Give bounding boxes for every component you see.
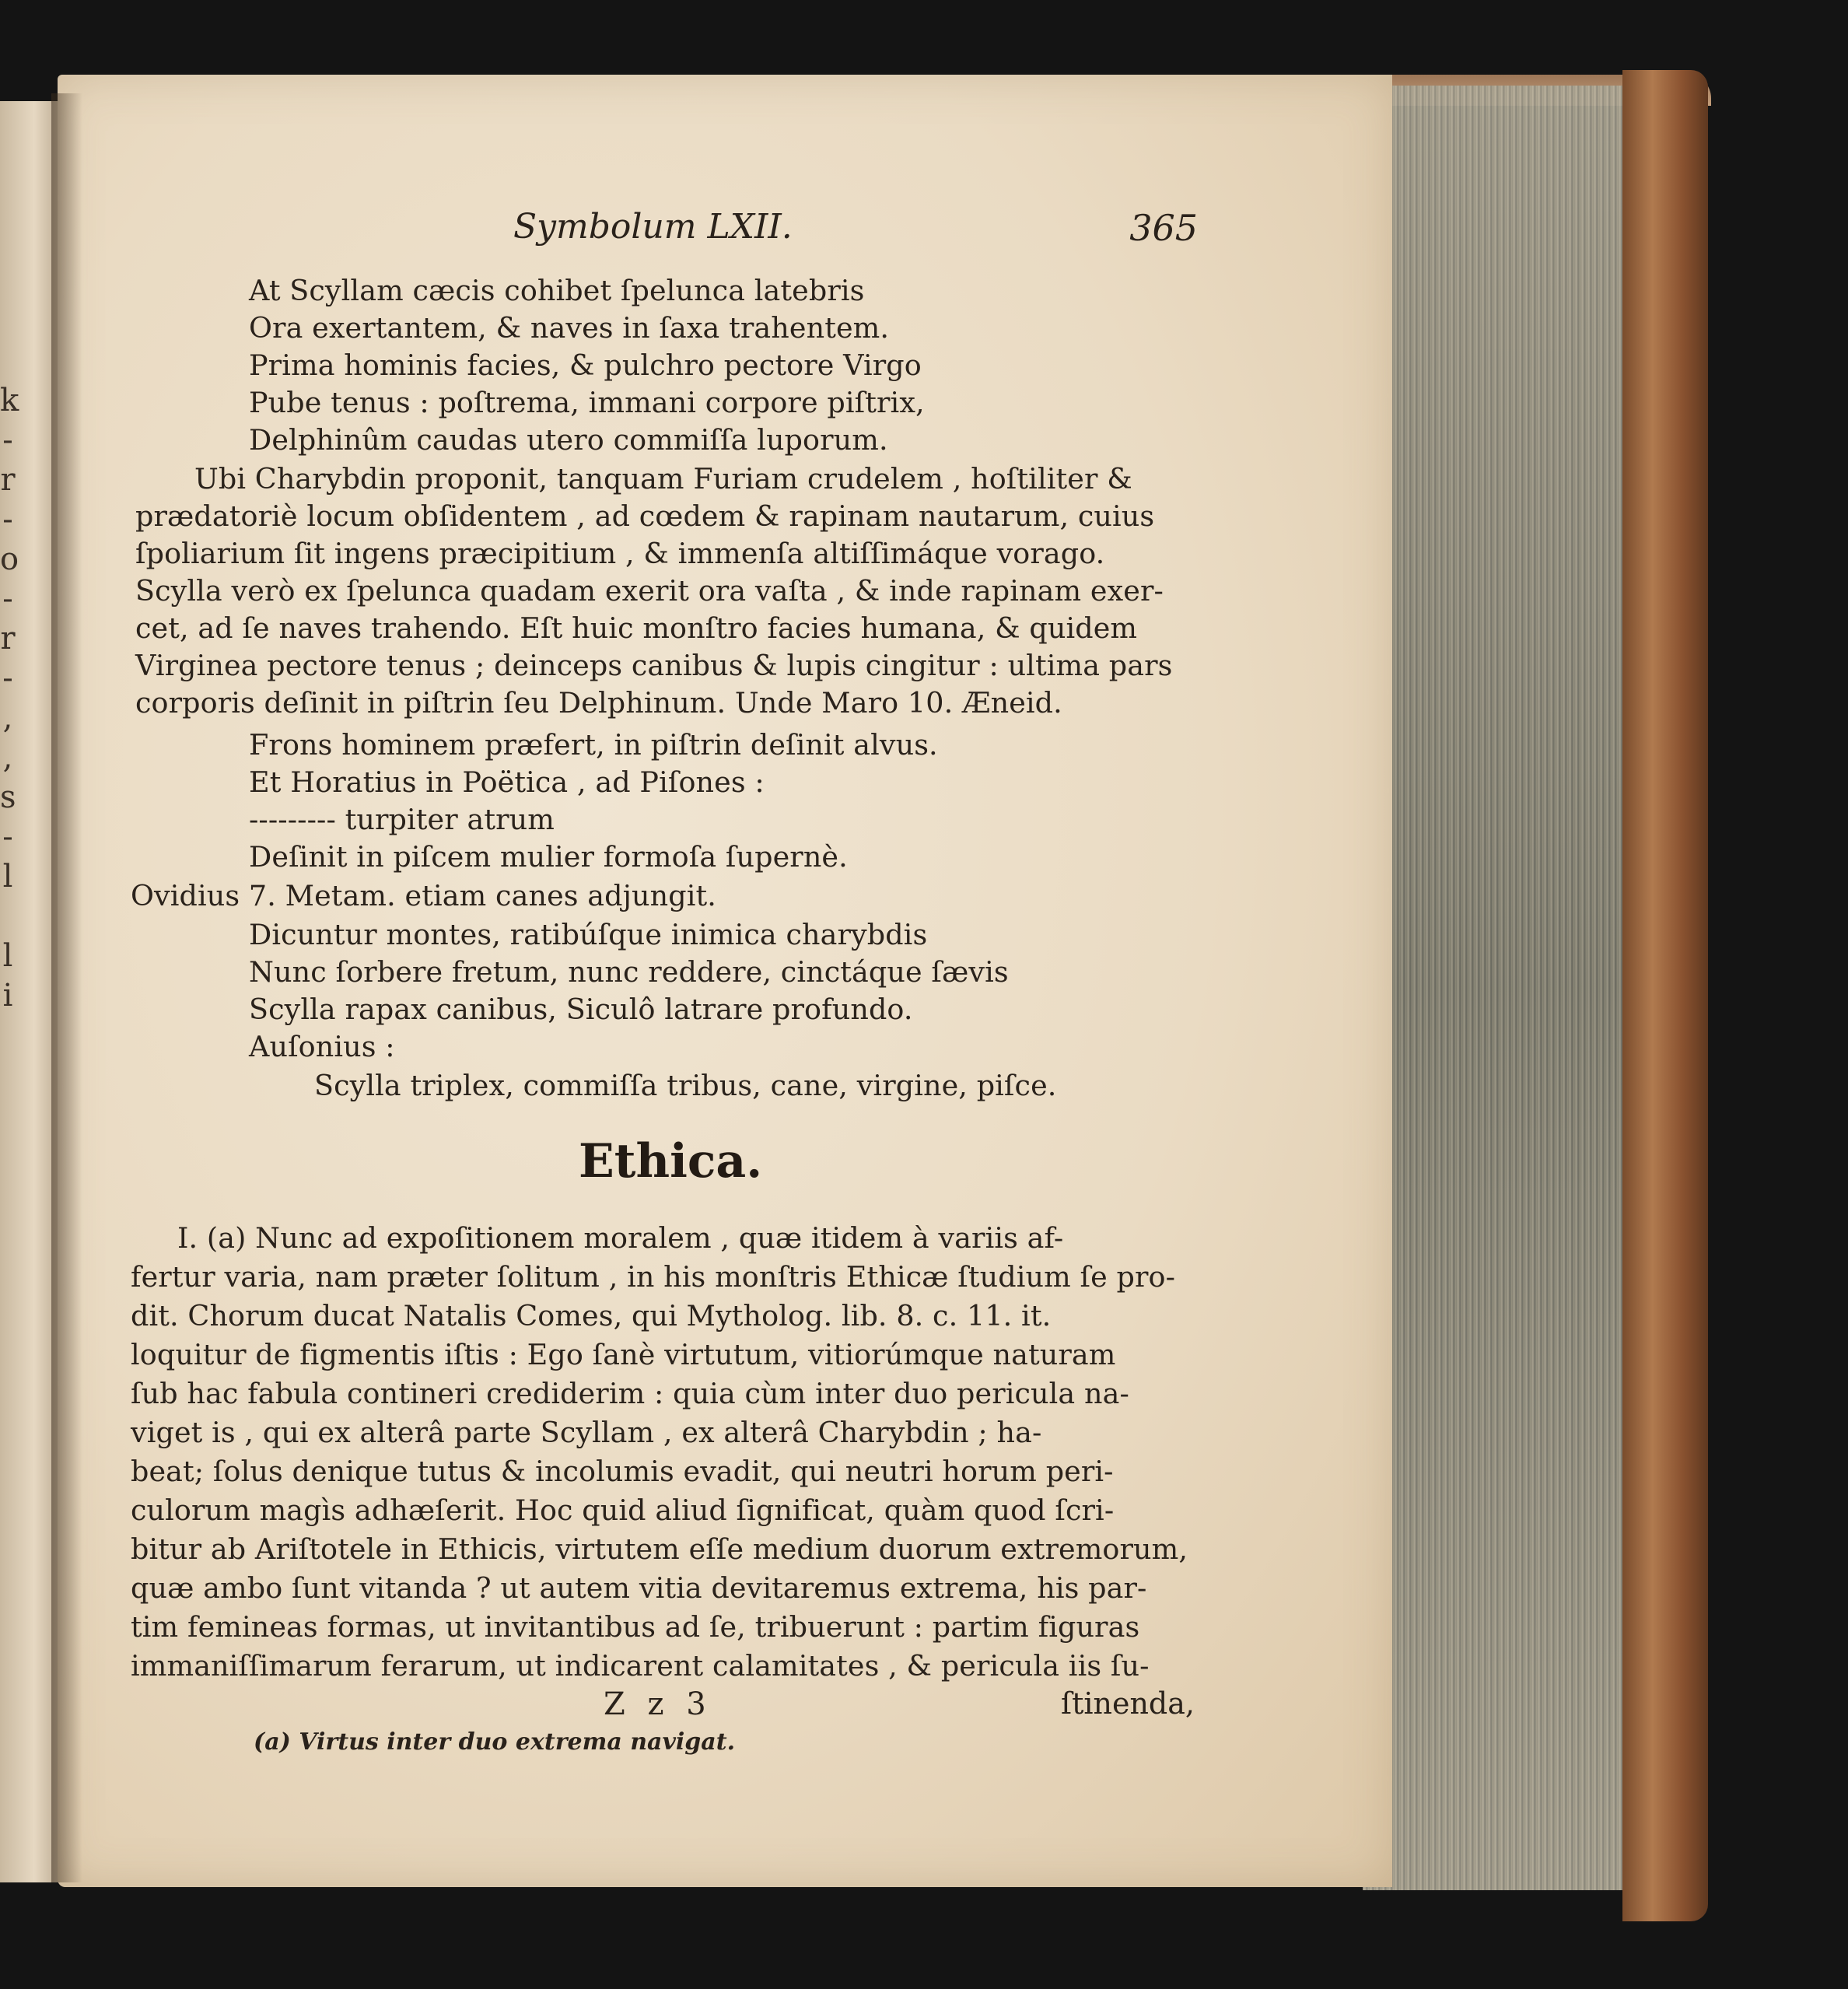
prose-line: bitur ab Ariſtotele in Ethicis, virtutem eſſe medium duorum extremorum, (131, 1532, 1188, 1566)
prose-line: cet, ad ſe naves trahendo. Eſt huic monſtro facies humana, & quidem (135, 611, 1138, 645)
prose-line: loquitur de figmentis iſtis : Ego ſanè virtutum, vitiorúmque naturam (131, 1338, 1116, 1371)
prose-line: ſpoliarium ſit ingens præcipitium , & immenſa altiſſimáque vorago. (135, 537, 1105, 570)
prose-line: prædatoriè locum obſidentem , ad cœdem & rapinam nautarum, cuius (135, 499, 1155, 533)
running-head-title: Symbolum LXII. (513, 207, 793, 247)
prose-line: Ubi Charybdin proponit, tanquam Furiam crudelem , hoſtiliter & (194, 462, 1132, 495)
previous-page-line-end: - (2, 819, 13, 855)
previous-page-line-end: - (2, 581, 13, 617)
prose-line: fertur varia, nam præter ſolitum , in his monſtris Ethicæ ſtudium ſe pro- (131, 1260, 1176, 1294)
prose-line: Virginea pectore tenus ; deinceps canibus & lupis cingitur : ultima pars (135, 649, 1173, 682)
gutter-shadow (51, 93, 82, 1882)
previous-page-line-end: r (0, 621, 16, 657)
signature-mark: Z z 3 (604, 1686, 712, 1722)
prose-line: ſub hac fabula contineri crediderim : quia cùm inter duo pericula na- (131, 1377, 1129, 1410)
verse-line: Frons hominem præfert, in piſtrin deſinit alvus. (249, 728, 938, 762)
catchword: ſtinenda, (1061, 1686, 1195, 1721)
previous-page-line-end: r (0, 462, 16, 498)
previous-page-line-end: o (0, 541, 19, 577)
verse-line: Scylla triplex, commiſſa tribus, cane, virgine, piſce. (314, 1069, 1057, 1102)
previous-page-line-ends (0, 381, 19, 1016)
verse-line: Scylla rapax canibus, Siculô latrare profundo. (249, 993, 913, 1026)
prose-line: Ovidius 7. Metam. etiam canes adjungit. (131, 879, 716, 912)
verse-line: Deſinit in piſcem mulier formoſa ſupernè. (249, 840, 848, 874)
verse-line: Pube tenus : poſtrema, immani corpore piſtrix, (249, 386, 925, 419)
prose-line: immaniſſimarum ferarum, ut indicarent calamitates , & pericula iis ſu- (131, 1649, 1150, 1683)
running-head (381, 207, 1198, 254)
verse-line: Prima hominis facies, & pulchro pectore Virgo (249, 348, 922, 382)
verse-line: Delphinûm caudas utero commiſſa luporum. (249, 423, 888, 457)
footnote: (a) Virtus inter duo extrema navigat. (254, 1728, 736, 1756)
previous-page-line-end: - (2, 502, 13, 538)
prose-line: dit. Chorum ducat Natalis Comes, qui Mytholog. lib. 8. c. 11. it. (131, 1299, 1052, 1332)
verse-line: --------- turpiter atrum (249, 803, 555, 836)
previous-page-line-end: s (0, 779, 16, 815)
prose-line: Scylla verò ex ſpelunca quadam exerit ora vaſta , & inde rapinam exer- (135, 574, 1164, 608)
previous-page-line-end: - (2, 660, 13, 696)
prose-line: culorum magìs adhæſerit. Hoc quid aliud ſignificat, quàm quod ſcri- (131, 1494, 1115, 1527)
prose-line: viget is , qui ex alterâ parte Scyllam , ex alterâ Charybdin ; ha- (131, 1416, 1042, 1449)
page-number: 365 (1129, 207, 1198, 249)
verse-line: Dicuntur montes, ratibúſque inimica charybdis (249, 918, 928, 951)
verse-line: Ora exertantem, & naves in ſaxa trahentem. (249, 311, 890, 345)
previous-page-line-end: k (0, 383, 19, 418)
verse-line: Nunc ſorbere fretum, nunc reddere, cinctáque ſævis (249, 955, 1009, 989)
page-block-edges (1363, 86, 1650, 1890)
prose-line: beat; ſolus denique tutus & incolumis evadit, qui neutri horum peri- (131, 1455, 1114, 1488)
previous-page-line-end: l (2, 938, 13, 974)
section-heading: Ethica. (579, 1134, 763, 1189)
verse-line: Auſonius : (249, 1030, 395, 1063)
prose-line: corporis deſinit in piſtrin ſeu Delphinum. Unde Maro 10. Æneid. (135, 686, 1062, 720)
verse-line: At Scyllam cæcis cohibet ſpelunca latebris (249, 274, 865, 307)
previous-page-line-end: - (2, 422, 13, 458)
previous-page-line-end (0, 897, 16, 937)
prose-line: I. (a) Nunc ad expoſitionem moralem , quæ itidem à variis af- (177, 1221, 1064, 1255)
previous-page-line-end: i (2, 978, 13, 1014)
prose-line: tim femineas formas, ut invitantibus ad ſe, tribuerunt : partim figuras (131, 1610, 1140, 1644)
previous-page-line-end: , (2, 700, 13, 736)
verse-line: Et Horatius in Poëtica , ad Piſones : (249, 765, 765, 799)
prose-line: quæ ambo ſunt vitanda ? ut autem vitia devitaremus extrema, his par- (131, 1571, 1147, 1605)
previous-page-line-end: , (2, 740, 13, 776)
previous-page-line-end: l (2, 859, 13, 895)
book-cover-edge (1622, 70, 1708, 1921)
